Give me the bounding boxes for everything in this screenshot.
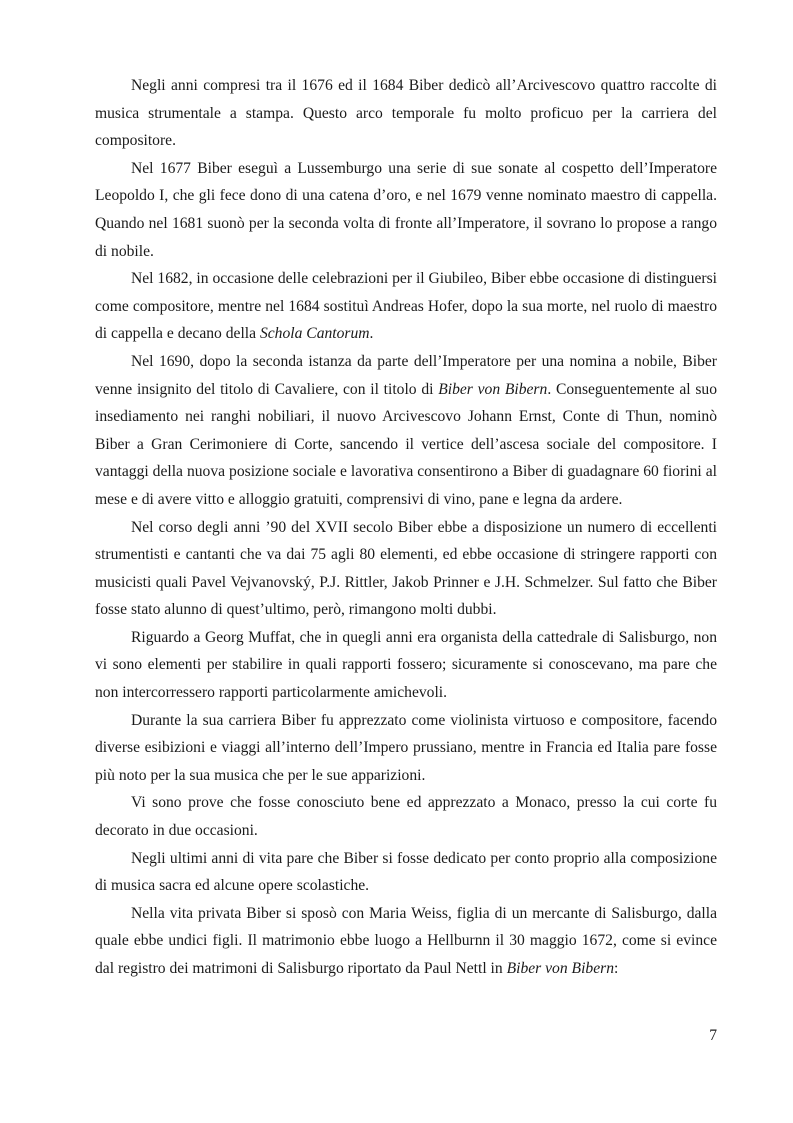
text-run: Durante la sua carriera Biber fu apprezzato come violinista virtuoso e compositore, facendo diverse esibizioni e viaggi all’interno dell’Impero prussiano, mentre in Francia ed Italia pare fosse più noto per la sua musica che per le sue apparizioni. (95, 711, 717, 784)
text-run: Nel corso degli anni ’90 del XVII secolo Biber ebbe a disposizione un numero di eccellenti strumentisti e cantanti che va dai 75 agli 80 elementi, ed ebbe occasione di stringere rapporti con musicisti quali Pavel Vejvanovský, P.J. Rittler, Jakob Prinner e J.H. Schmelzer. Sul fatto che Biber fosse stato alunno di quest’ultimo, però, rimangono molti dubbi. (95, 518, 717, 619)
italic-title: Schola Cantorum (259, 325, 370, 343)
text-run: : (614, 960, 619, 977)
paragraph (95, 265, 717, 348)
paragraph (95, 845, 717, 900)
text-run: Riguardo a Georg Muffat, che in quegli anni era organista della cattedrale di Salisburgo, non vi sono elementi per stabilire in quali rapporti fossero; sicuramente si conoscevano, ma pare che non intercorressero rapporti particolarmente amichevoli. (95, 628, 717, 702)
page-number: 7 (709, 1027, 717, 1044)
text-run: Nel 1682, in occasione delle celebrazioni per il Giubileo, Biber ebbe occasione di distinguersi come compositore, mentre nel 1684 sostituì Andreas Hofer, dopo la sua morte, nel ruolo di maestro di cappella e decano della (95, 270, 717, 343)
text-run: Vi sono prove che fosse conosciuto bene ed apprezzato a Monaco, presso la cui corte fu decorato in due occasioni. (95, 794, 717, 840)
document-body (95, 72, 717, 983)
italic-title: Biber von Bibern (438, 380, 548, 398)
paragraph (95, 155, 717, 265)
text-run: Nel 1677 Biber eseguì a Lussemburgo una serie di sue sonate al cospetto dell’Imperatore Leopoldo I, che gli fece dono di una catena d’oro, e nel 1679 venne nominato maestro di cappella. Quando nel 1681 suonò per la seconda volta di fronte all’Imperatore, il sovrano lo propose a rango di nobile. (95, 159, 717, 260)
paragraph (95, 514, 717, 624)
text-run: Negli anni compresi tra il 1676 ed il 1684 Biber dedicò all’Arcivescovo quattro raccolte di musica strumentale a stampa. Questo arco temporale fu molto proficuo per la carriera del compositore. (95, 77, 717, 150)
text-run: Nel 1690, dopo la seconda istanza da parte dell’Imperatore per una nomina a nobile, Biber venne insignito del titolo di Cavaliere, con il titolo di (95, 352, 717, 398)
text-run: . (369, 325, 374, 343)
text-run: . Conseguentemente al suo insediamento nei ranghi nobiliari, il nuovo Arcivescovo Johann Ernst, Conte di Thun, nominò Biber a Gran Cerimoniere di Corte, sancendo il vertice dell’ascesa sociale del compositore. I vantaggi della nuova posizione sociale e lavorativa consentirono a Biber di guadagnare 60 fiorini al mese e di avere vitto e alloggio gratuiti, comprensivi di vino, pane e legna da ardere. (95, 380, 718, 508)
paragraph (95, 348, 717, 514)
italic-title: Biber von Bibern (506, 960, 614, 977)
paragraph (95, 900, 717, 983)
text-run: Negli ultimi anni di vita pare che Biber si fosse dedicato per conto proprio alla composizione di musica sacra ed alcune opere scolastiche. (95, 849, 717, 895)
text-run: Nella vita privata Biber si sposò con Maria Weiss, figlia di un mercante di Salisburgo, dalla quale ebbe undici figli. Il matrimonio ebbe luogo a Hellburnn il 30 maggio 1672, come si evince dal registro dei matrimoni di Salisburgo riportato da Paul Nettl in (95, 904, 717, 977)
paragraph (95, 624, 717, 707)
paragraph (95, 707, 717, 790)
paragraph (95, 72, 717, 155)
paragraph (95, 789, 717, 844)
